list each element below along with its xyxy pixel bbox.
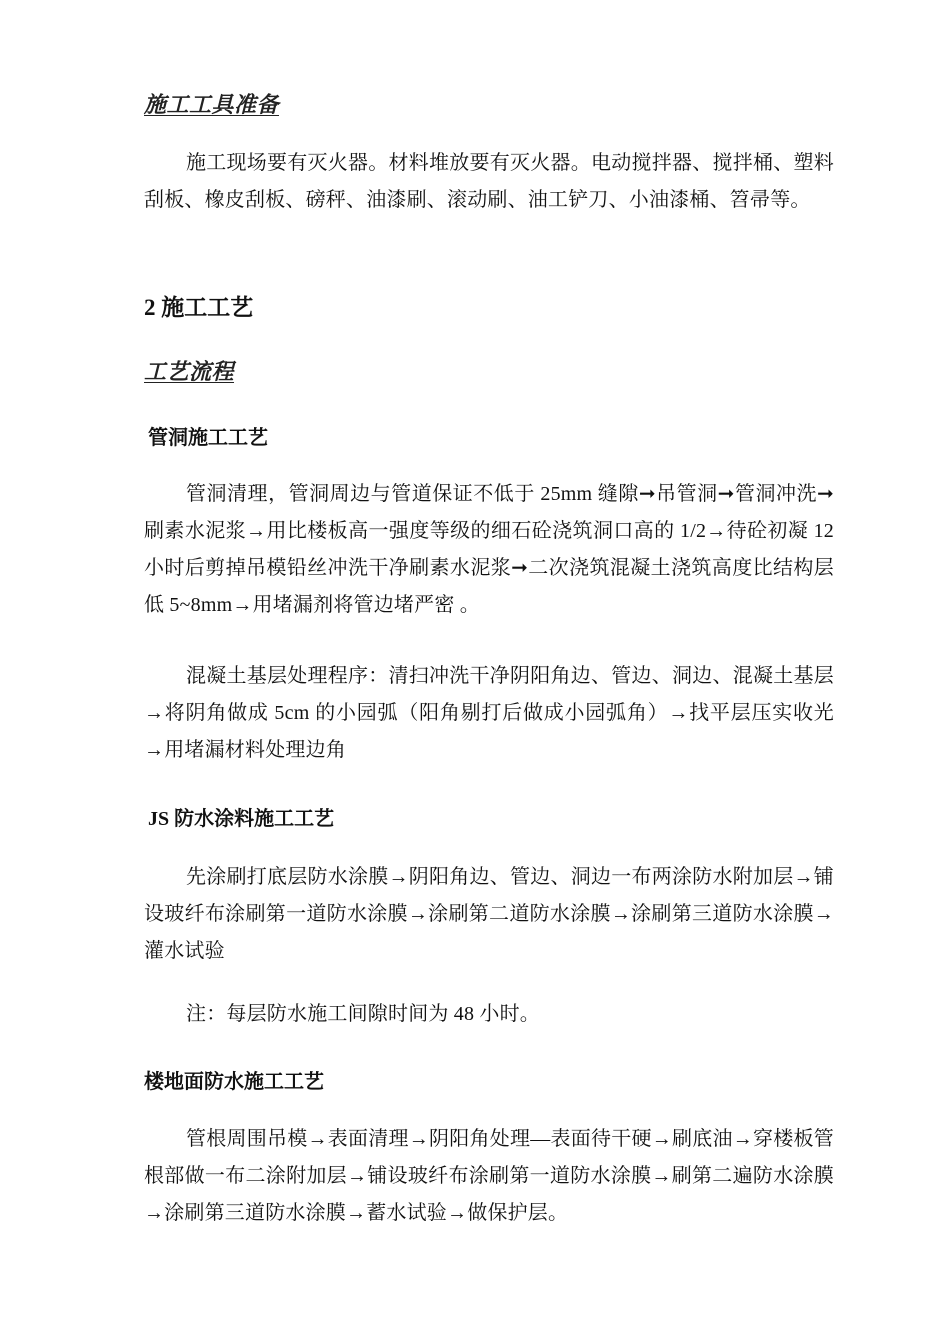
pipe-paragraph: 管洞清理，管洞周边与管道保证不低于 25mm 缝隙➞吊管洞➞管洞冲洗➞刷素水泥浆→用比楼板高一强度等级的细石砼浇筑洞口高的 1/2→待砼初凝 12 小时后剪掉吊模铅丝冲洗干净刷素水泥浆➞二次浇筑混凝土浇筑高度比结构层低 5~8mm→用堵漏剂将管边堵严密 。 [144,483,834,616]
floor-paragraph: 管根周围吊模→表面清理→阴阳角处理—表面待干硬→刷底油→穿楼板管根部做一布二涂附加层→铺设玻纤布涂刷第一道防水涂膜→刷第二遍防水涂膜→涂刷第三道防水涂膜→蓄水试验→做保护层。 [144,1128,834,1224]
floor-heading: 楼地面防水施工工艺 [144,1071,324,1093]
tools-paragraph: 施工现场要有灭火器。材料堆放要有灭火器。电动搅拌器、搅拌桶、塑料刮板、橡皮刮板、磅秤、油漆刷、滚动刷、油工铲刀、小油漆桶、笤帚等。 [144,152,834,211]
js-heading: JS 防水涂料施工工艺 [148,808,335,830]
process-title: 2 施工工艺 [144,295,254,320]
note-paragraph: 注：每层防水施工间隙时间为 48 小时。 [186,1003,540,1025]
js-paragraph: 先涂刷打底层防水涂膜→阴阳角边、管边、洞边一布两涂防水附加层→铺设玻纤布涂刷第一道防水涂膜→涂刷第二道防水涂膜→涂刷第三道防水涂膜→灌水试验 [144,866,834,962]
pipe-heading: 管洞施工工艺 [148,427,268,449]
flow-heading: 工艺流程 [144,359,235,384]
base-paragraph: 混凝土基层处理程序：清扫冲洗干净阴阳角边、管边、洞边、混凝土基层→将阴角做成 5cm 的小园弧（阳角剔打后做成小园弧角）→找平层压实收光→用堵漏材料处理边角 [144,665,834,761]
tools-heading: 施工工具准备 [144,92,280,117]
